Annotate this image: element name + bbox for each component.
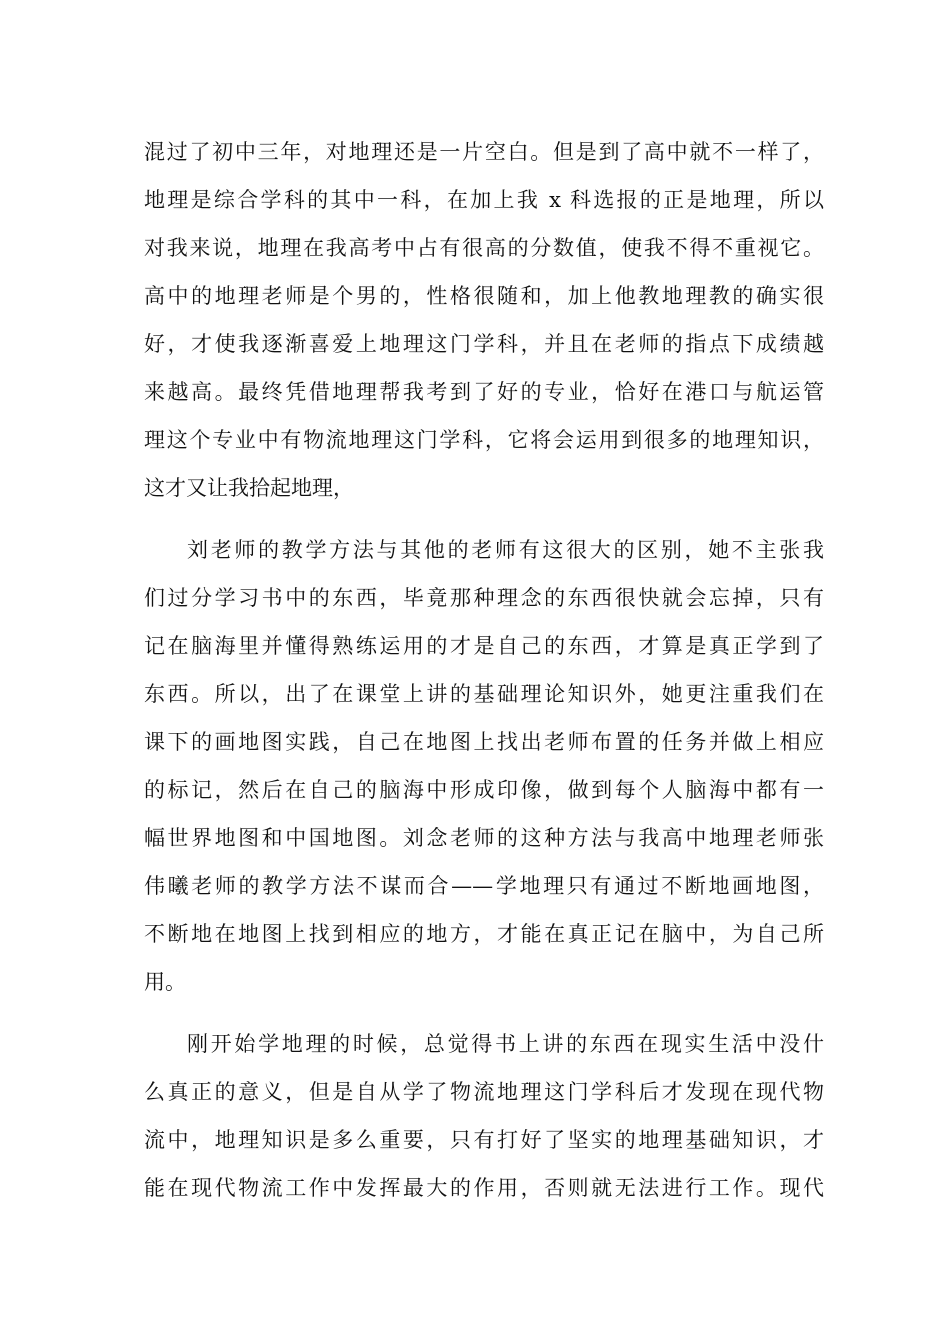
paragraph-1-line-1: 混过了初中三年，对地理还是一片空白。但是到了高中就不一样了， [144,140,824,164]
paragraph-1-line-8: 这才又让我拾起地理， [144,476,354,500]
paragraph-1-line-5: 好，才使我逐渐喜爱上地理这门学科，并且在老师的指点下成绩越 [144,332,824,356]
paragraph-2-line-3: 记在脑海里并懂得熟练运用的才是自己的东西，才算是真正学到了 [144,634,824,658]
paragraph-2-line-7: 幅世界地图和中国地图。刘念老师的这种方法与我高中地理老师张 [144,826,824,850]
paragraph-2-line-8: 伟曦老师的教学方法不谋而合——学地理只有通过不断地画地图， [144,874,824,898]
paragraph-3-line-4: 能在现代物流工作中发挥最大的作用，否则就无法进行工作。现代 [144,1176,824,1200]
paragraph-2-line-1: 刘老师的教学方法与其他的老师有这很大的区别，她不主张我 [187,538,824,562]
paragraph-3-line-1: 刚开始学地理的时候，总觉得书上讲的东西在现实生活中没什 [187,1032,824,1056]
paragraph-1-line-6: 来越高。最终凭借地理帮我考到了好的专业，恰好在港口与航运管 [144,380,824,404]
paragraph-2-line-2: 们过分学习书中的东西，毕竟那种理念的东西很快就会忘掉，只有 [144,586,824,610]
paragraph-2-line-10: 用。 [144,970,186,994]
paragraph-2-line-5: 课下的画地图实践，自己在地图上找出老师布置的任务并做上相应 [144,730,824,754]
paragraph-1-line-3: 对我来说，地理在我高考中占有很高的分数值，使我不得不重视它。 [144,236,824,260]
paragraph-1-line-7: 理这个专业中有物流地理这门学科，它将会运用到很多的地理知识， [144,428,824,452]
paragraph-2-line-9: 不断地在地图上找到相应的地方，才能在真正记在脑中，为自己所 [144,922,824,946]
paragraph-1-line-4: 高中的地理老师是个男的，性格很随和，加上他教地理教的确实很 [144,284,824,308]
paragraph-3-line-3: 流中，地理知识是多么重要，只有打好了坚实的地理基础知识，才 [144,1128,824,1152]
paragraph-2-line-6: 的标记，然后在自己的脑海中形成印像，做到每个人脑海中都有一 [144,778,824,802]
paragraph-2-line-4: 东西。所以，出了在课堂上讲的基础理论知识外，她更注重我们在 [144,682,824,706]
paragraph-1-line-2: 地理是综合学科的其中一科，在加上我 x 科选报的正是地理，所以 [144,188,824,212]
paragraph-3-line-2: 么真正的意义，但是自从学了物流地理这门学科后才发现在现代物 [144,1080,824,1104]
